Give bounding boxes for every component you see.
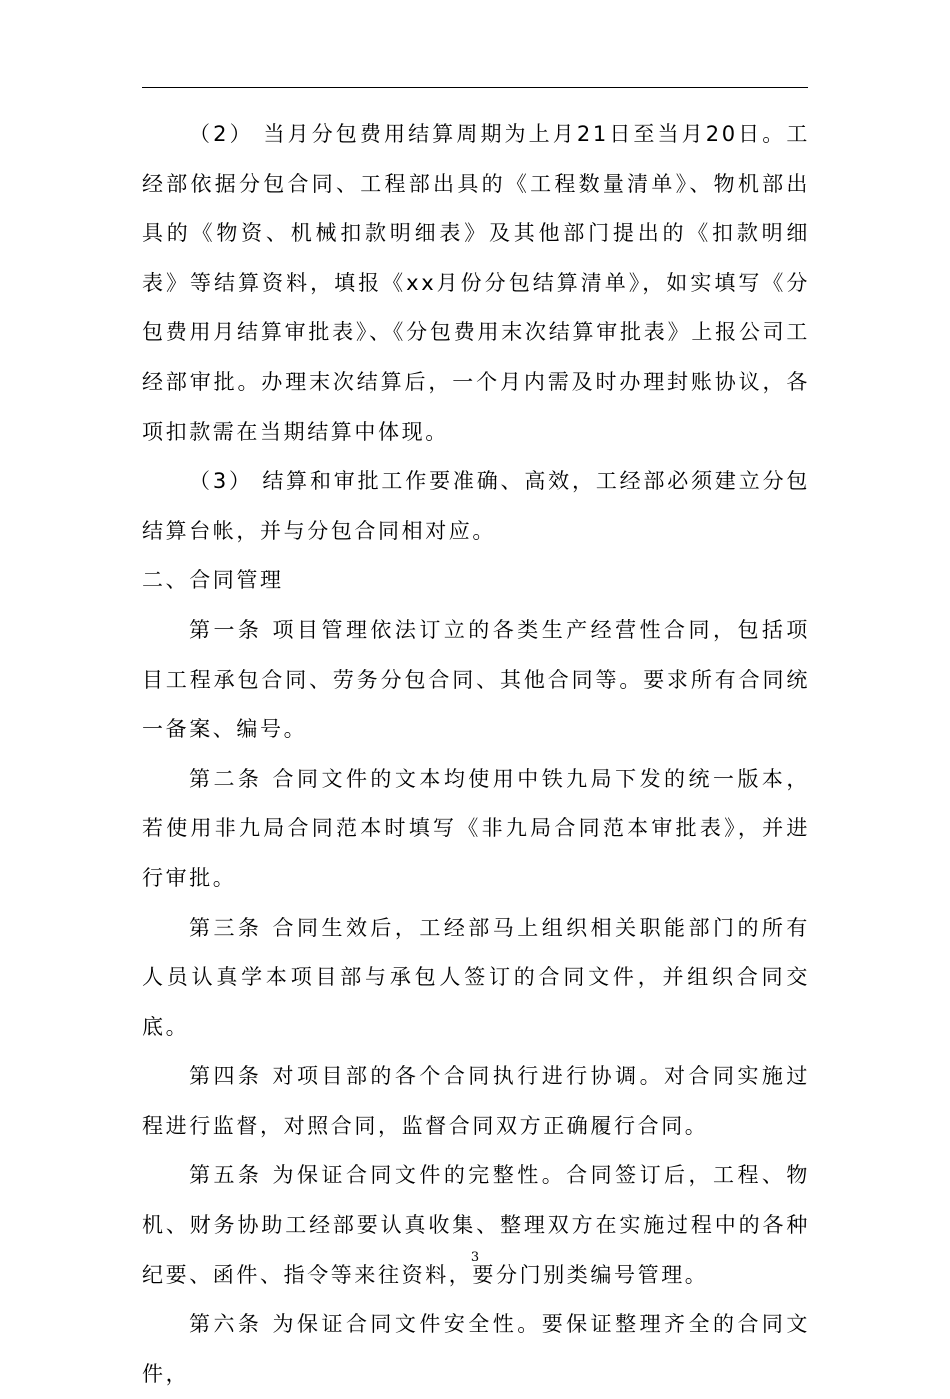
page-number: 3 (470, 1250, 480, 1265)
article-4: 第四条 对项目部的各个合同执行进行协调。对合同实施过程进行监督，对照合同，监督合同双方正确履行合同。 (142, 1064, 810, 1138)
article-1: 第一条 项目管理依法订立的各类生产经营性合同，包括项目工程承包合同、劳务分包合同、其他合同等。要求所有合同统一备案、编号。 (142, 617, 810, 742)
header-rule (142, 87, 808, 88)
article-3: 第三条 合同生效后，工经部马上组织相关职能部门的所有人员认真学本项目部与承包人签订的合同文件，并组织合同交底。 (142, 915, 810, 1039)
paragraph-settlement-period: （2） 当月分包费用结算周期为上月21日至当月20日。工经部依据分包合同、工程部出具的《工程数量清单》、物机部出具的《物资、机械扣款明细表》及其他部门提出的《扣款明细表》等结算资料，填报《xx月份分包结算清单》，如实填写《分包费用月结算审批表》、《分包费用末次结算审批表》上报公司工经部审批。办理末次结算后，一个月内需及时办理封账协议，各项扣款需在当期结算中体现。 (142, 122, 810, 444)
section-heading-contract-management: 二、合同管理 (142, 568, 284, 593)
document-body (142, 110, 810, 1399)
paragraph-settlement-approval: （3） 结算和审批工作要准确、高效，工经部必须建立分包结算台帐，并与分包合同相对应。 (142, 469, 810, 543)
article-5: 第五条 为保证合同文件的完整性。合同签订后，工程、物机、财务协助工经部要认真收集、整理双方在实施过程中的各种纪要、函件、指令等来往资料，要分门别类编号管理。 (142, 1163, 810, 1287)
article-2: 第二条 合同文件的文本均使用中铁九局下发的统一版本，若使用非九局合同范本时填写《非九局合同范本审批表》，并进行审批。 (142, 766, 810, 890)
article-6: 第六条 为保证合同文件安全性。要保证整理齐全的合同文件， (142, 1312, 810, 1386)
